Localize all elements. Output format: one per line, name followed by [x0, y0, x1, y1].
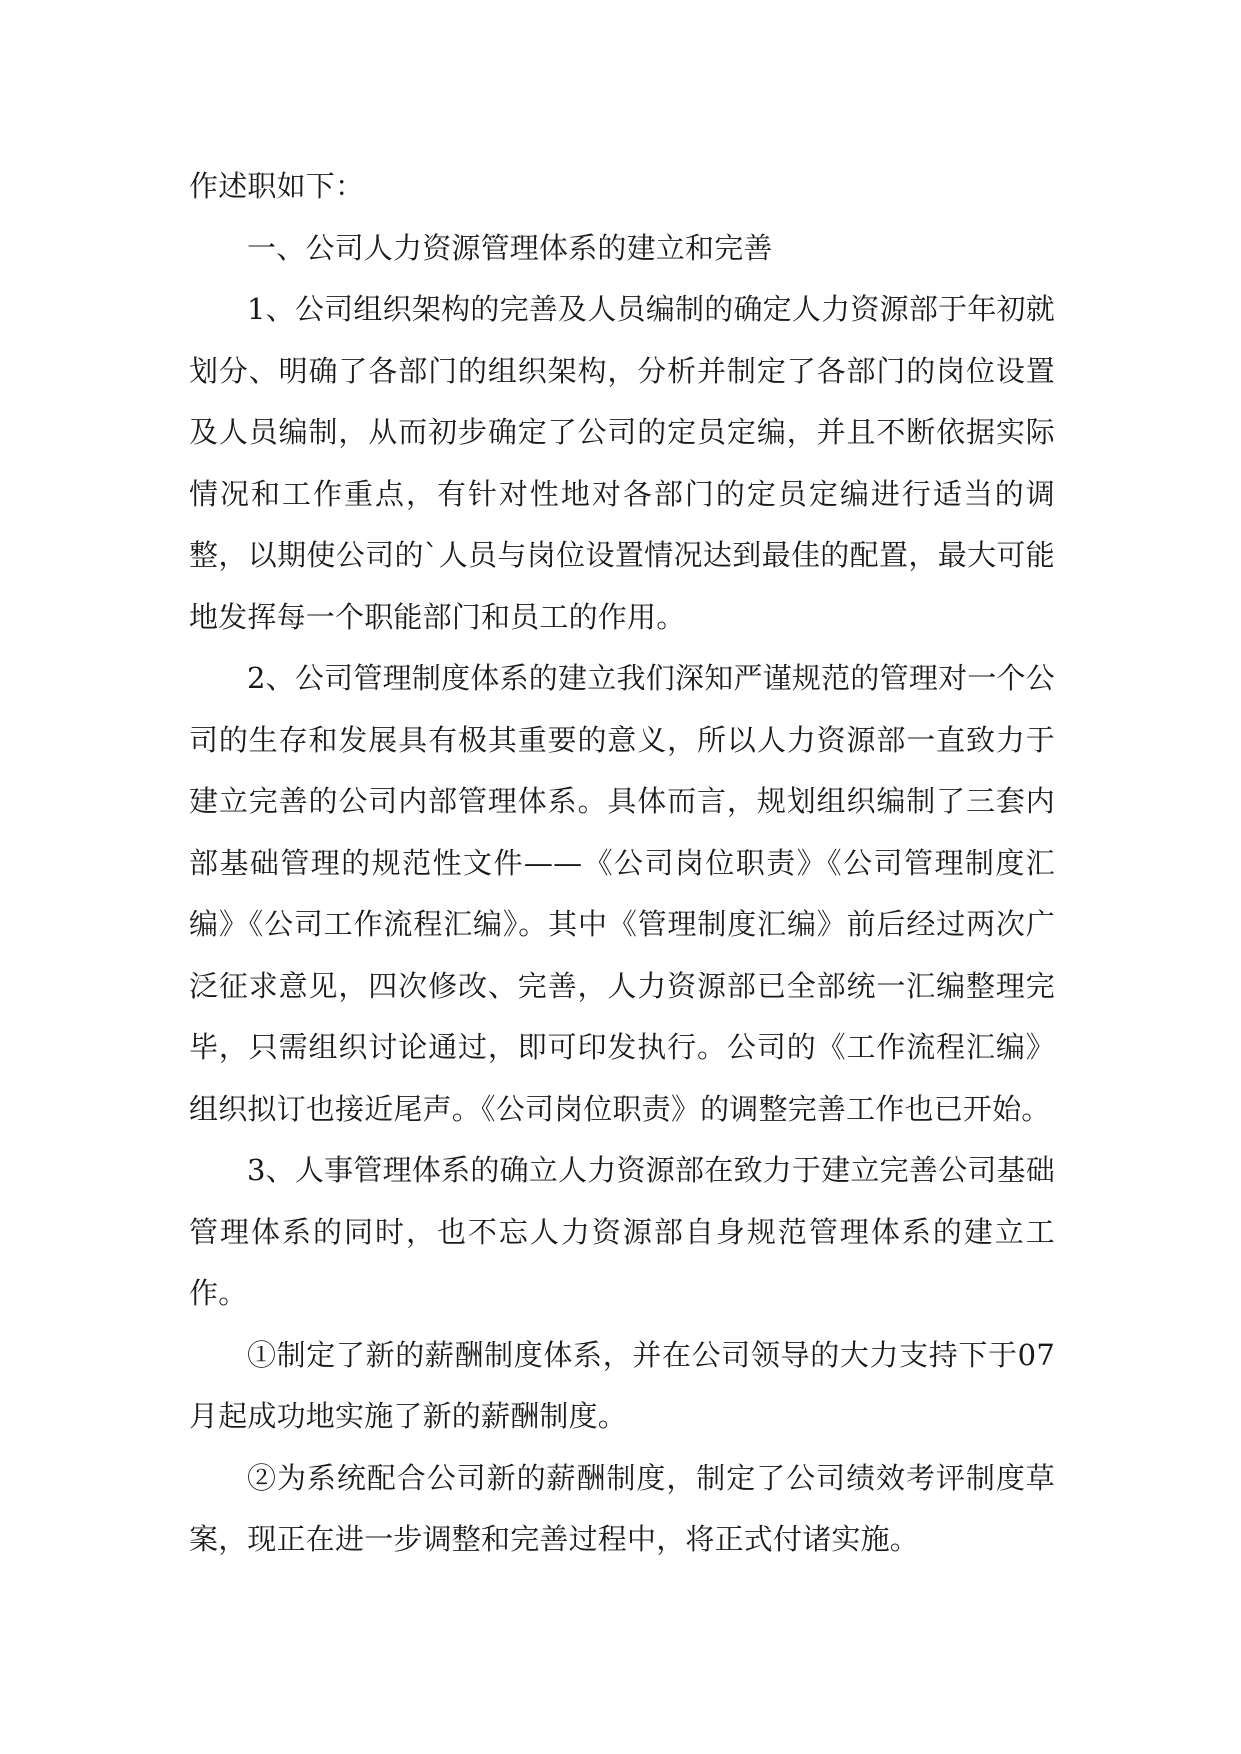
document-body	[189, 156, 1055, 1571]
paragraph-heading-section-1: 一、公司人力资源管理体系的建立和完善	[247, 230, 773, 265]
paragraph-management-system: 2、公司管理制度体系的建立我们深知严谨规范的管理对一个公司的生存和发展具有极其重要的意义，所以人力资源部一直致力于建立完善的公司内部管理体系。具体而言，规划组织编制了三套内部基础管理的规范性文件——《公司岗位职责》《公司管理制度汇编》《公司工作流程汇编》。其中《管理制度汇编》前后经过两次广泛征求意见，四次修改、完善，人力资源部已全部统一汇编整理完毕，只需组织讨论通过，即可印发执行。公司的《工作流程汇编》组织拟订也接近尾声。《公司岗位职责》的调整完善工作也已开始。	[189, 661, 1055, 1126]
paragraph-salary-system: ①制定了新的薪酬制度体系，并在公司领导的大力支持下于07月起成功地实施了新的薪酬制度。	[189, 1337, 1055, 1433]
paragraph-intro: 作述职如下：	[189, 169, 365, 203]
paragraph-personnel-system: 3、人事管理体系的确立人力资源部在致力于建立完善公司基础管理体系的同时，也不忘人力资源部自身规范管理体系的建立工作。	[189, 1153, 1055, 1310]
paragraph-org-structure: 1、公司组织架构的完善及人员编制的确定人力资源部于年初就划分、明确了各部门的组织架构，分析并制定了各部门的岗位设置及人员编制，从而初步确定了公司的定员定编，并且不断依据实际情况和工作重点，有针对性地对各部门的定员定编进行适当的调整，以期使公司的`人员与岗位设置情况达到最佳的配置，最大可能地发挥每一个职能部门和员工的作用。	[189, 292, 1055, 634]
paragraph-performance-system: ②为系统配合公司新的薪酬制度，制定了公司绩效考评制度草案，现正在进一步调整和完善过程中，将正式付诸实施。	[189, 1460, 1055, 1556]
